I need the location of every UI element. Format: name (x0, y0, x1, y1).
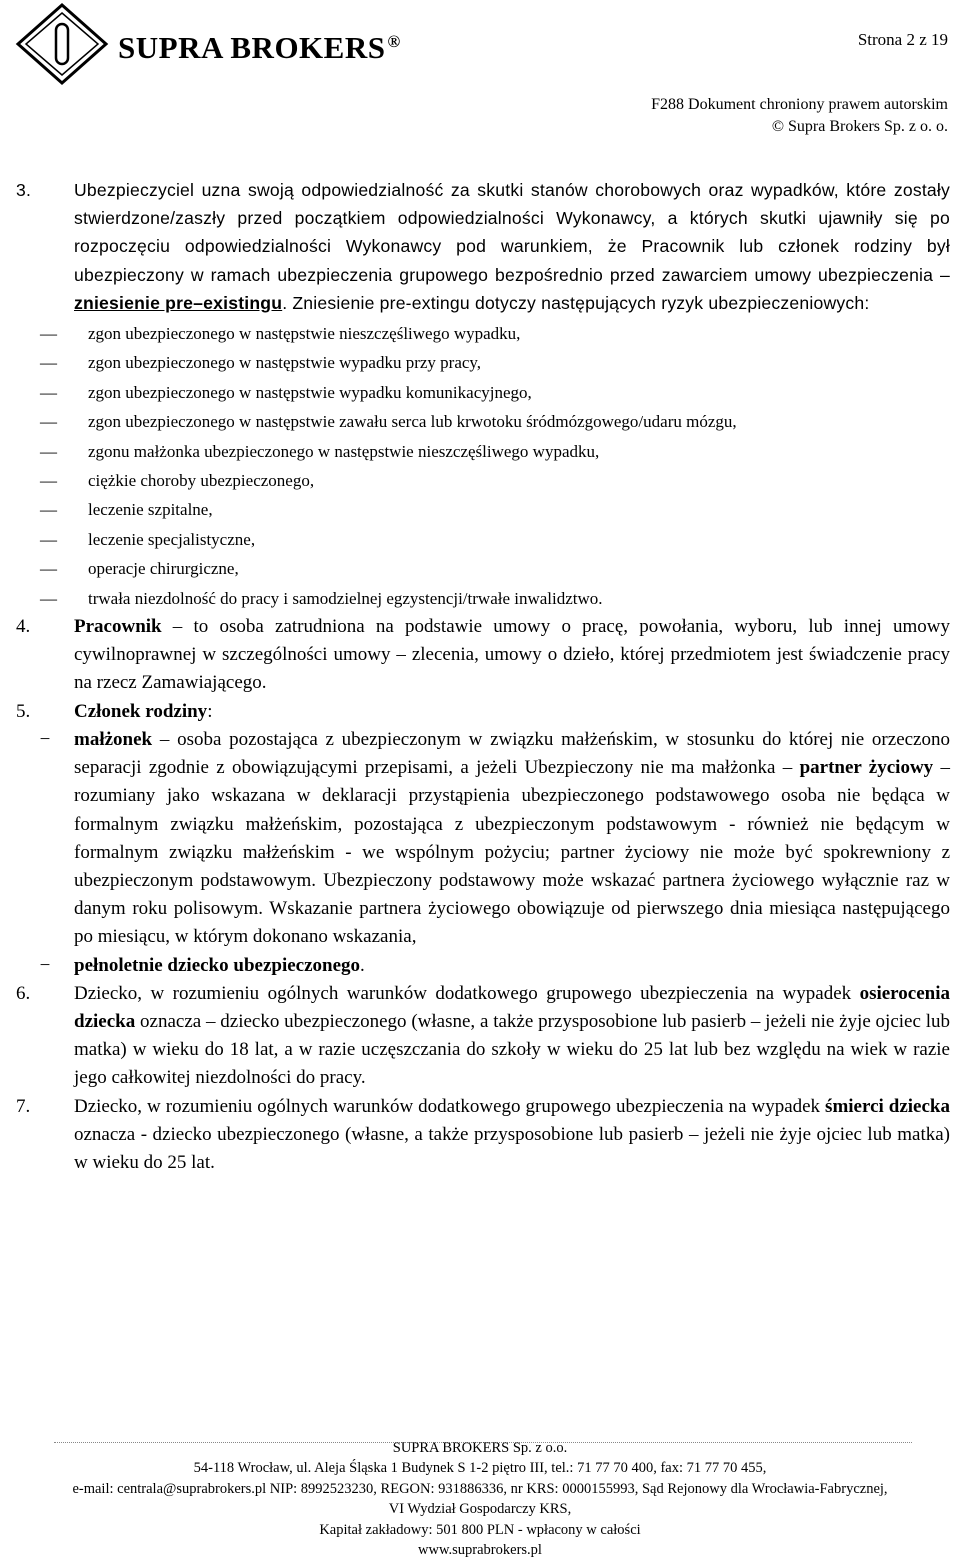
copyright-line: © Supra Brokers Sp. z o. o. (771, 118, 948, 135)
definition-term: śmierci dziecka (825, 1095, 950, 1117)
list-item: — ciężkie choroby ubezpieczonego, (16, 466, 950, 495)
clause-7 (16, 1093, 950, 1178)
clause-5 (16, 698, 950, 980)
supra-brokers-logo-icon (14, 2, 110, 86)
footer-capital: Kapitał zakładowy: 501 800 PLN - wpłacony w całości (319, 1521, 641, 1538)
definition-term: Pracownik (74, 616, 162, 638)
spouse-definition: − małżonek – osoba pozostająca z ubezpieczonym w związku małżeńskim, w stosunku do której nie orzeczono separacji zgodnie z obowiązującymi przepisami, a jeżeli Ubezpieczony nie ma małżonka – partner życiowy – rozumiany jako wskazana w deklaracji przystąpienia ubezpieczonego podstawowego osoba nie będąca w formalnym związku małżeńskim, pozostająca z ubezpieczonym podstawowym - również nie będącym w formalnym związku małżeńskim - we wspólnym pożyciu; partner życiowy nie może być spokrewniony z ubezpieczonym podstawowym. Ubezpieczony podstawowy może wskazać partnera życiowego wyłącznie raz w danym roku polisowym. Wskazanie partnera życiowego obowiązuje od pierwszego dnia miesiąca następującego po miesiącu, w którym dokonano wskazania, (16, 726, 950, 952)
clause-6 (16, 980, 950, 1093)
list-item: — zgon ubezpieczonego w następstwie wypadku komunikacyjnego, (16, 378, 950, 407)
clause-number: 4. (16, 616, 31, 638)
definition-term: Członek rodziny (74, 700, 208, 722)
footer-court: VI Wydział Gospodarczy KRS, (388, 1501, 572, 1518)
list-item: — trwała niezdolność do pracy i samodzielnej egzystencji/trwałe inwalidztwo. (16, 584, 950, 613)
list-item: — leczenie szpitalne, (16, 495, 950, 524)
list-dash: − (39, 728, 51, 750)
clause-number: 5. (16, 700, 31, 722)
brand-name: SUPRA BROKERS ® (118, 30, 401, 65)
clause-3 (16, 176, 950, 613)
list-item: — zgonu małżonka ubezpieczonego w następstwie nieszczęśliwego wypadku, (16, 437, 950, 466)
definition-term: osierocenia dziecka (74, 982, 950, 1032)
footer (0, 1438, 960, 1560)
footer-registry: e-mail: centrala@suprabrokers.pl NIP: 8992523230, REGON: 931886336, nr KRS: 0000155993, Sąd Rejonowy dla Wrocławia-Fabrycznej, (72, 1480, 888, 1497)
partner-term: partner życiowy (799, 757, 934, 779)
clause-number: 6. (16, 982, 31, 1004)
list-item: — operacje chirurgiczne, (16, 554, 950, 583)
clause-number: 3. (16, 180, 32, 200)
clause-3-text: Ubezpieczyciel uzna swoją odpowiedzialność za skutki stanów chorobowych oraz wypadków, które zostały stwierdzone/zaszły przed początkiem odpowiedzialności Wykonawcy, a których skutki ujawniły się po rozpoczęciu odpowiedzialności Wykonawcy pod warunkiem, że Pracownik lub członek rodziny był ubezpieczony w ramach ubezpieczenia grupowego bezpośrednio przed zawarciem umowy ubezpieczenia – zniesienie pre–existingu. Zniesienie pre-extingu dotyczy następujących ryzyk ubezpieczeniowych: (74, 180, 950, 313)
clause-number: 7. (16, 1095, 31, 1117)
clause-4 (16, 613, 950, 698)
child-term: pełnoletnie dziecko ubezpieczonego (74, 954, 361, 976)
clause-7-text: Dziecko, w rozumieniu ogólnych warunków dodatkowego grupowego ubezpieczenia na wypadek śmierci dziecka oznacza - dziecko ubezpieczonego (własne, a także przysposobione lub pasierb – jeżeli nie żyje ojciec lub matka) w wieku do 25 lat. (74, 1095, 950, 1173)
list-item: — zgon ubezpieczonego w następstwie zawału serca lub krwotoku śródmózgowego/udaru mózgu, (16, 407, 950, 436)
risk-list (16, 319, 950, 613)
clause-4-text: Pracownik – to osoba zatrudniona na podstawie umowy o pracę, powołania, wyboru, lub innej umowy cywilnoprawnej w szczególności umowy – zlecenia, umowy o dzieło, której przedmiotem jest świadczenie pracy na rzecz Zamawiającego. (74, 616, 950, 694)
footer-website: www.suprabrokers.pl (418, 1542, 542, 1559)
list-dash: − (39, 954, 51, 976)
footer-address: 54-118 Wrocław, ul. Aleja Śląska 1 Budynek S 1-2 piętro III, tel.: 71 77 70 400, fax: 71 77 70 455, (193, 1460, 767, 1477)
spouse-term: małżonek (74, 728, 153, 750)
list-item: — zgon ubezpieczonego w następstwie wypadku przy pracy, (16, 348, 950, 377)
copyright-note (651, 94, 948, 138)
doc-note: F288 Dokument chroniony prawem autorskim (651, 96, 948, 113)
footer-company: SUPRA BROKERS Sp. z o.o. (392, 1440, 568, 1456)
child-definition: − pełnoletnie dziecko ubezpieczonego. (16, 952, 950, 980)
clause-5-heading: Członek rodziny: (74, 700, 213, 722)
page-number: Strona 2 z 19 (857, 30, 948, 49)
list-item: — leczenie specjalistyczne, (16, 525, 950, 554)
list-item: — zgon ubezpieczonego w następstwie nieszczęśliwego wypadku, (16, 319, 950, 348)
pre-existing-term: zniesienie pre–existingu (74, 292, 283, 313)
registered-mark: ® (387, 31, 401, 51)
clause-6-text: Dziecko, w rozumieniu ogólnych warunków dodatkowego grupowego ubezpieczenia na wypadek osierocenia dziecka oznacza – dziecko ubezpieczonego (własne, a także przysposobione lub pasierb – jeżeli nie żyje ojciec lub matka) w wieku do 18 lat, a w razie uczęszczania do szkoły w wieku do 25 lat lub bez względu na wiek w razie jego całkowitej niezdolności do pracy. (74, 982, 950, 1089)
document-body (16, 176, 950, 1177)
